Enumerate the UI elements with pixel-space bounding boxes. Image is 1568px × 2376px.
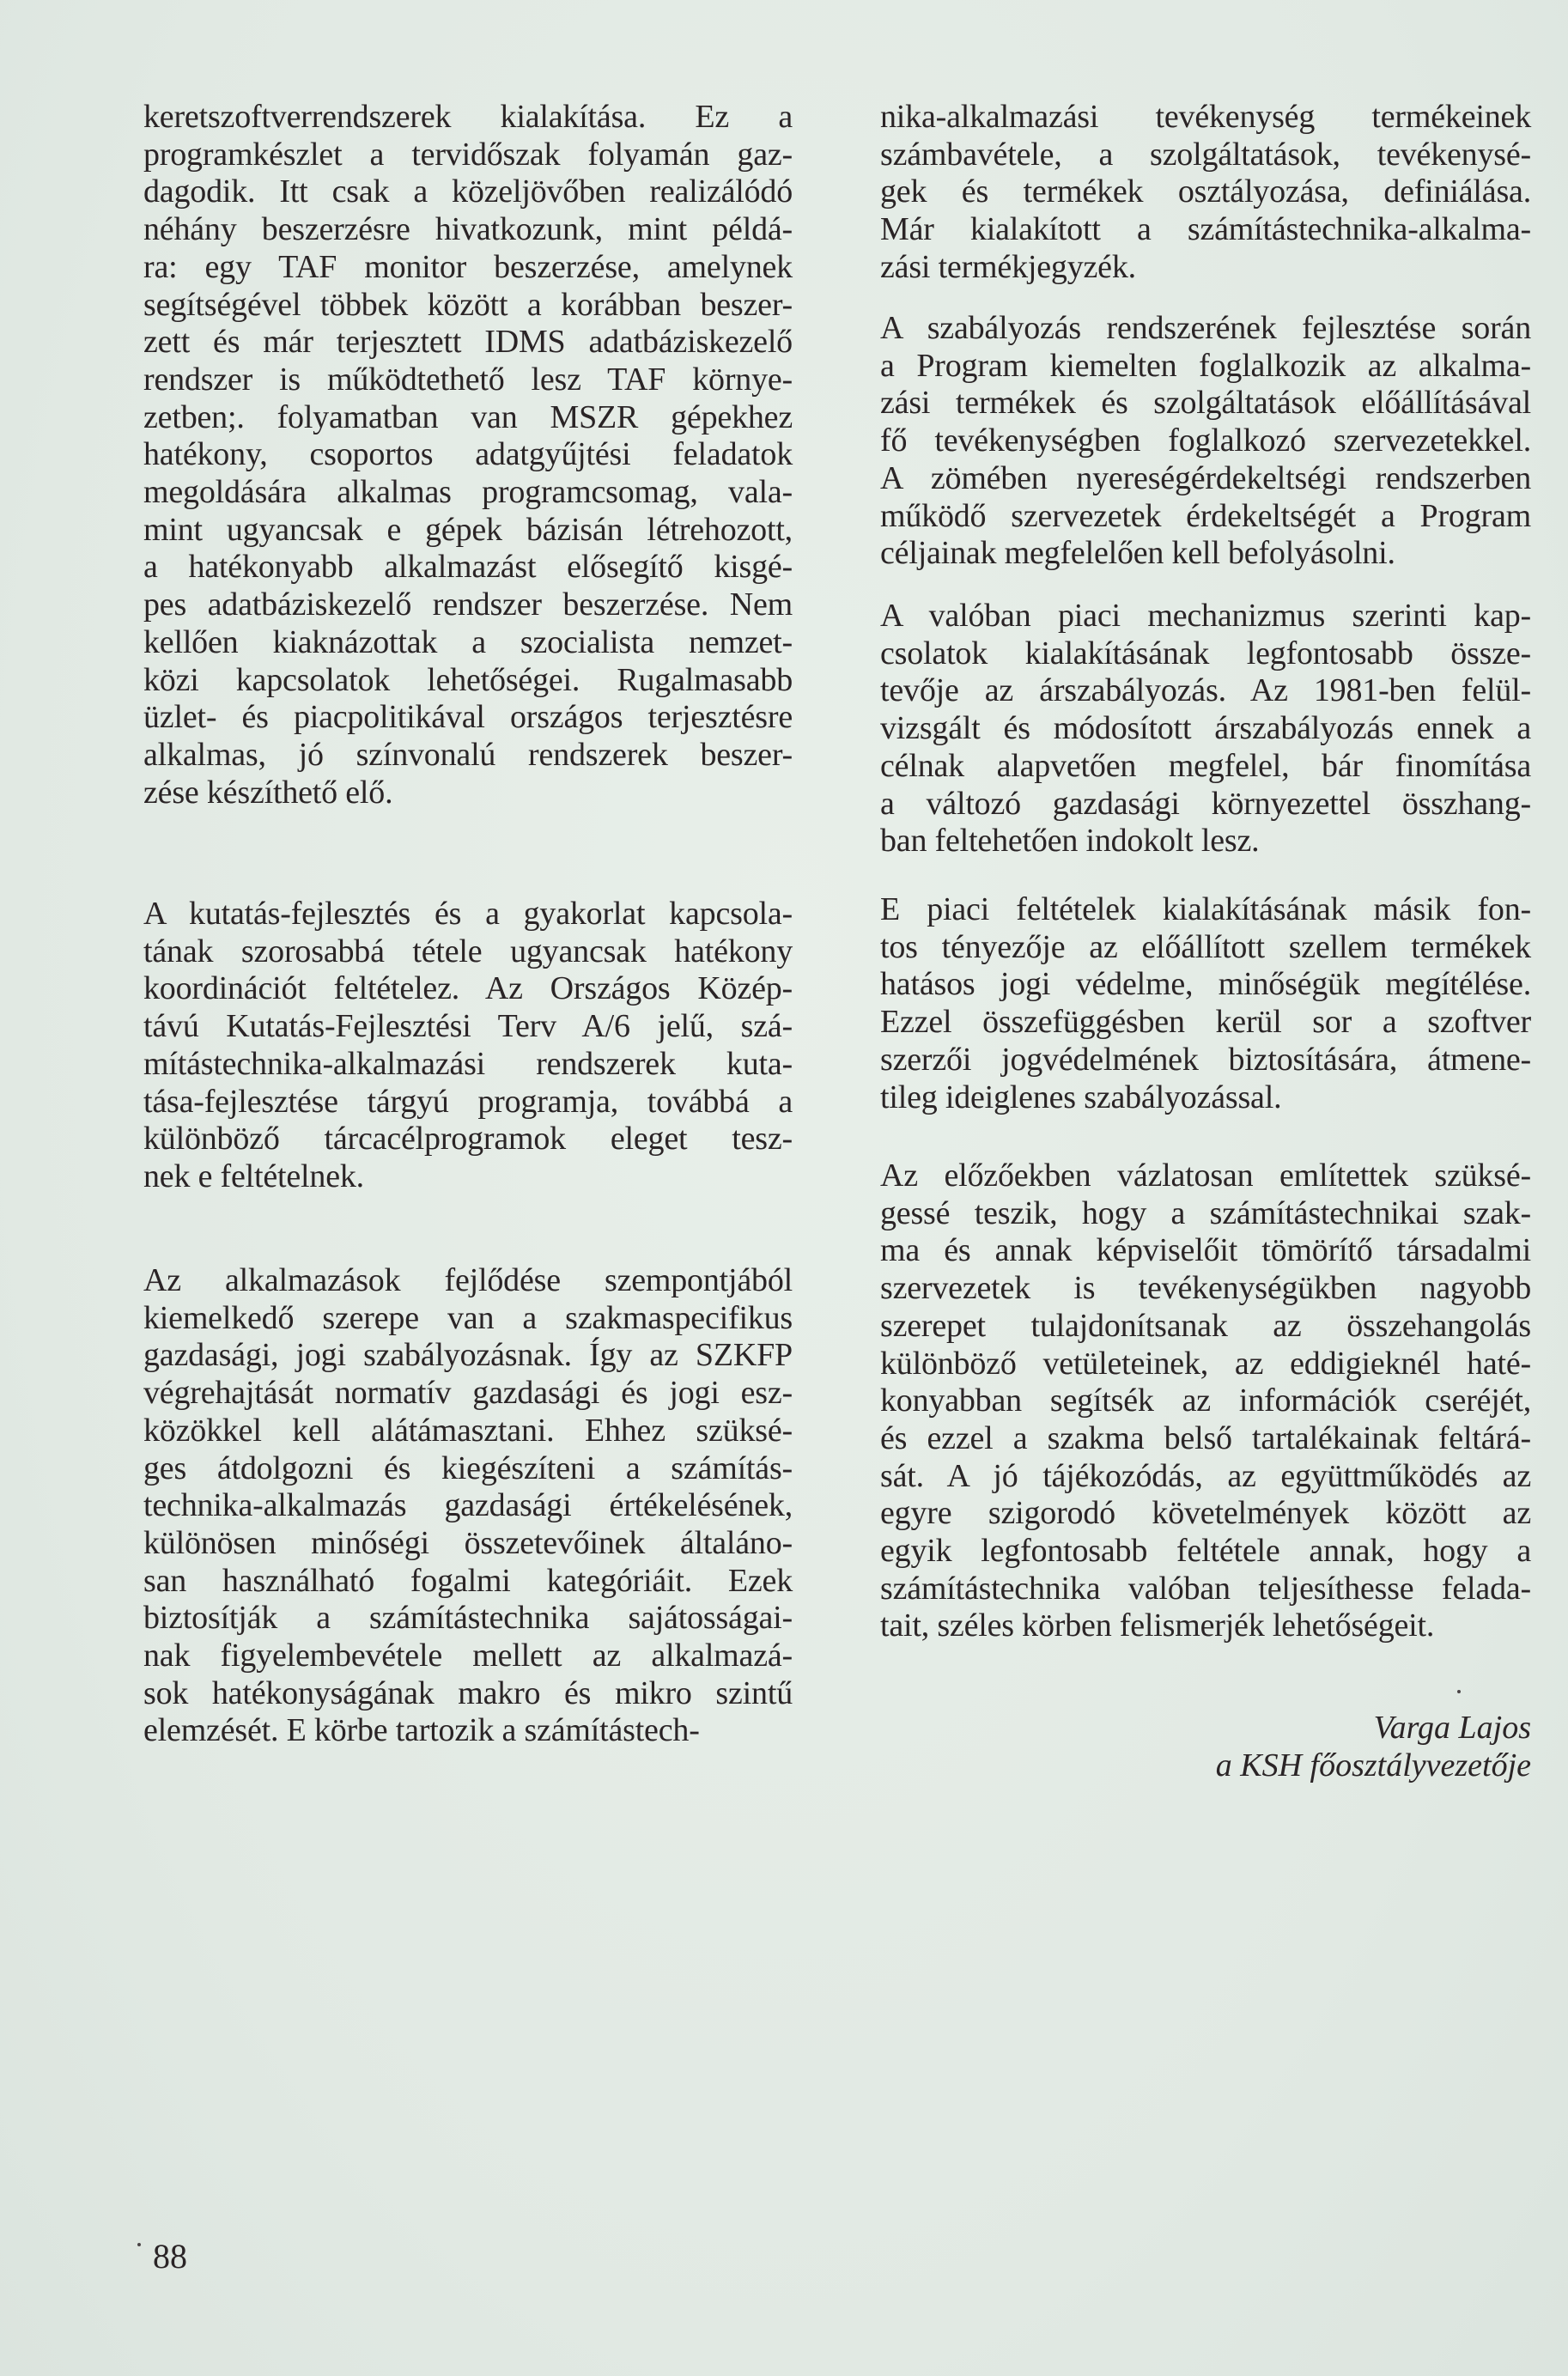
page-number: 88 bbox=[153, 2237, 187, 2276]
text-line: a változó gazdasági környezettel összhang- bbox=[880, 785, 1531, 822]
text-line: különösen minőségi összetevőinek általáno- bbox=[143, 1524, 793, 1561]
text-line: kiemelkedő szerepe van a szakmaspecifikus bbox=[143, 1299, 793, 1336]
text-line: hatásos jogi védelme, minőségük megítélése. bbox=[880, 966, 1531, 1003]
author-title: a KSH főosztályvezetője bbox=[1215, 1747, 1531, 1784]
text-line: kellően kiaknázottak a szocialista nemzet- bbox=[143, 623, 793, 660]
text-line: programkészlet a tervidőszak folyamán gaz- bbox=[143, 136, 793, 173]
text-line: zási termékek és szolgáltatások előállításával bbox=[880, 385, 1531, 422]
text-line: Ezzel összefüggésben kerül sor a szoftver bbox=[880, 1004, 1531, 1041]
text-line: nek e feltételnek. bbox=[143, 1158, 364, 1194]
text-line: keretszoftverrendszerek kialakítása. Ez a bbox=[143, 99, 793, 135]
text-line: Már kialakított a számítástechnika-alkalma- bbox=[880, 211, 1531, 248]
text-line: mint ugyancsak e gépek bázisán létrehozott, bbox=[143, 511, 793, 548]
text-line: rendszer is működtethető lesz TAF környe- bbox=[143, 361, 793, 398]
text-line: elemzését. E körbe tartozik a számítástech- bbox=[143, 1712, 700, 1749]
text-line: sok hatékonyságának makro és mikro szintű bbox=[143, 1674, 793, 1711]
text-line: hatékony, csoportos adatgyűjtési feladatok bbox=[143, 436, 793, 473]
text-line: tának szorosabbá tétele ugyancsak hatékony bbox=[143, 933, 793, 969]
text-line: ges átdolgozni és kiegészíteni a számítás- bbox=[143, 1449, 793, 1486]
text-line: san használható fogalmi kategóriáit. Ezek bbox=[143, 1562, 793, 1599]
text-line: közi kapcsolatok lehetőségei. Rugalmasabb bbox=[143, 661, 793, 698]
text-line: egyik legfontosabb feltétele annak, hogy a bbox=[880, 1533, 1531, 1569]
text-line: tait, széles körben felismerjék lehetőségeit. bbox=[880, 1607, 1435, 1644]
text-line: közökkel kell alátámasztani. Ehhez szüksé- bbox=[143, 1412, 793, 1449]
right-column bbox=[880, 0, 1531, 2376]
text-line: és ezzel a szakma belső tartalékainak feltárá- bbox=[880, 1419, 1531, 1456]
text-line: A valóban piaci mechanizmus szerinti kap- bbox=[880, 598, 1531, 634]
text-line: tileg ideiglenes szabályozással. bbox=[880, 1079, 1282, 1115]
text-line: tos tényezője az előállított szellem termékek bbox=[880, 928, 1531, 965]
text-line: csolatok kialakításának legfontosabb össze- bbox=[880, 635, 1531, 671]
text-line: gessé teszik, hogy a számítástechnikai szak- bbox=[880, 1194, 1531, 1231]
text-line: célnak alapvetően megfelel, bár finomítása bbox=[880, 747, 1531, 784]
text-line: távú Kutatás-Fejlesztési Terv A/6 jelű, szá- bbox=[143, 1008, 793, 1045]
text-line: számbavétele, a szolgáltatások, tevékenysé- bbox=[880, 136, 1531, 173]
text-line: A zömében nyereségérdekeltségi rendszerben bbox=[880, 459, 1531, 496]
text-line: néhány beszerzésre hivatkozunk, mint példá- bbox=[143, 211, 793, 248]
text-line: ra: egy TAF monitor beszerzése, amelynek bbox=[143, 248, 793, 285]
text-line: dagodik. Itt csak a közeljövőben realizálódó bbox=[143, 173, 793, 210]
text-line: a hatékonyabb alkalmazást elősegítő kisgé- bbox=[143, 549, 793, 586]
text-line: üzlet- és piacpolitikával országos terjesztésre bbox=[143, 699, 793, 736]
text-line: megoldására alkalmas programcsomag, vala- bbox=[143, 474, 793, 510]
text-line: ma és annak képviselőit tömörítő társadalmi bbox=[880, 1232, 1531, 1269]
text-line: céljainak megfelelően kell befolyásolni. bbox=[880, 535, 1395, 572]
text-line: tevője az árszabályozás. Az 1981-ben felül- bbox=[880, 672, 1531, 709]
text-line: szerepet tulajdonítsanak az összehangolás bbox=[880, 1307, 1531, 1344]
text-line: sát. A jó tájékozódás, az együttműködés az bbox=[880, 1457, 1531, 1494]
text-line: tása-fejlesztése tárgyú programja, továbbá a bbox=[143, 1083, 793, 1120]
text-line: zése készíthető elő. bbox=[143, 774, 393, 811]
text-line: különböző vetületeinek, az eddigieknél haté- bbox=[880, 1345, 1531, 1382]
text-line: pes adatbáziskezelő rendszer beszerzése. Nem bbox=[143, 586, 793, 623]
text-line: gek és termékek osztályozása, definiálása. bbox=[880, 173, 1531, 210]
text-line: a Program kiemelten foglalkozik az alkalma- bbox=[880, 347, 1531, 384]
text-line: alkalmas, jó színvonalú rendszerek beszer- bbox=[143, 736, 793, 773]
text-line: fő tevékenységben foglalkozó szervezetekkel. bbox=[880, 422, 1531, 459]
text-line: mítástechnika-alkalmazási rendszerek kuta- bbox=[143, 1045, 793, 1082]
text-line: zási termékjegyzék. bbox=[880, 248, 1136, 285]
text-line: nak figyelembevétele mellett az alkalmazá- bbox=[143, 1638, 793, 1674]
text-line: koordinációt feltételez. Az Országos Közép- bbox=[143, 970, 793, 1007]
text-line: nika-alkalmazási tevékenység termékeinek bbox=[880, 99, 1531, 135]
text-line: gazdasági, jogi szabályozásnak. Így az SZKFP bbox=[143, 1337, 793, 1374]
text-line: Az alkalmazások fejlődése szempontjából bbox=[143, 1262, 793, 1298]
print-speck bbox=[137, 2243, 141, 2246]
author-name: Varga Lajos bbox=[1373, 1710, 1531, 1746]
text-line: segítségével többek között a korábban beszer- bbox=[143, 286, 793, 323]
text-line: zett és már terjesztett IDMS adatbáziskezelő bbox=[143, 324, 793, 361]
text-line: konyabban segítsék az információk cseréjét, bbox=[880, 1382, 1531, 1419]
text-line: végrehajtását normatív gazdasági és jogi esz- bbox=[143, 1375, 793, 1412]
text-line: szerzői jogvédelmének biztosítására, átmene- bbox=[880, 1041, 1531, 1078]
text-line: különböző tárcacélprogramok eleget tesz- bbox=[143, 1121, 793, 1158]
text-line: számítástechnika valóban teljesíthesse felada- bbox=[880, 1570, 1531, 1607]
text-line: ban feltehetően indokolt lesz. bbox=[880, 823, 1260, 860]
text-line: egyre szigorodó követelmények között az bbox=[880, 1495, 1531, 1532]
text-line: E piaci feltételek kialakításának másik fon- bbox=[880, 891, 1531, 927]
text-line: technika-alkalmazás gazdasági értékelésének, bbox=[143, 1487, 793, 1524]
text-line: működő szervezetek érdekeltségét a Program bbox=[880, 497, 1531, 534]
text-line: vizsgált és módosított árszabályozás ennek a bbox=[880, 710, 1531, 747]
print-speck bbox=[1457, 1690, 1461, 1693]
text-line: zetben;. folyamatban van MSZR gépekhez bbox=[143, 398, 793, 435]
text-line: biztosítják a számítástechnika sajátosságai- bbox=[143, 1600, 793, 1637]
left-column bbox=[143, 0, 793, 2376]
text-line: A szabályozás rendszerének fejlesztése során bbox=[880, 310, 1531, 346]
text-line: A kutatás-fejlesztés és a gyakorlat kapcsola- bbox=[143, 896, 793, 932]
text-line: szervezetek is tevékenységükben nagyobb bbox=[880, 1270, 1531, 1307]
text-line: Az előzőekben vázlatosan említettek szüksé- bbox=[880, 1158, 1531, 1194]
